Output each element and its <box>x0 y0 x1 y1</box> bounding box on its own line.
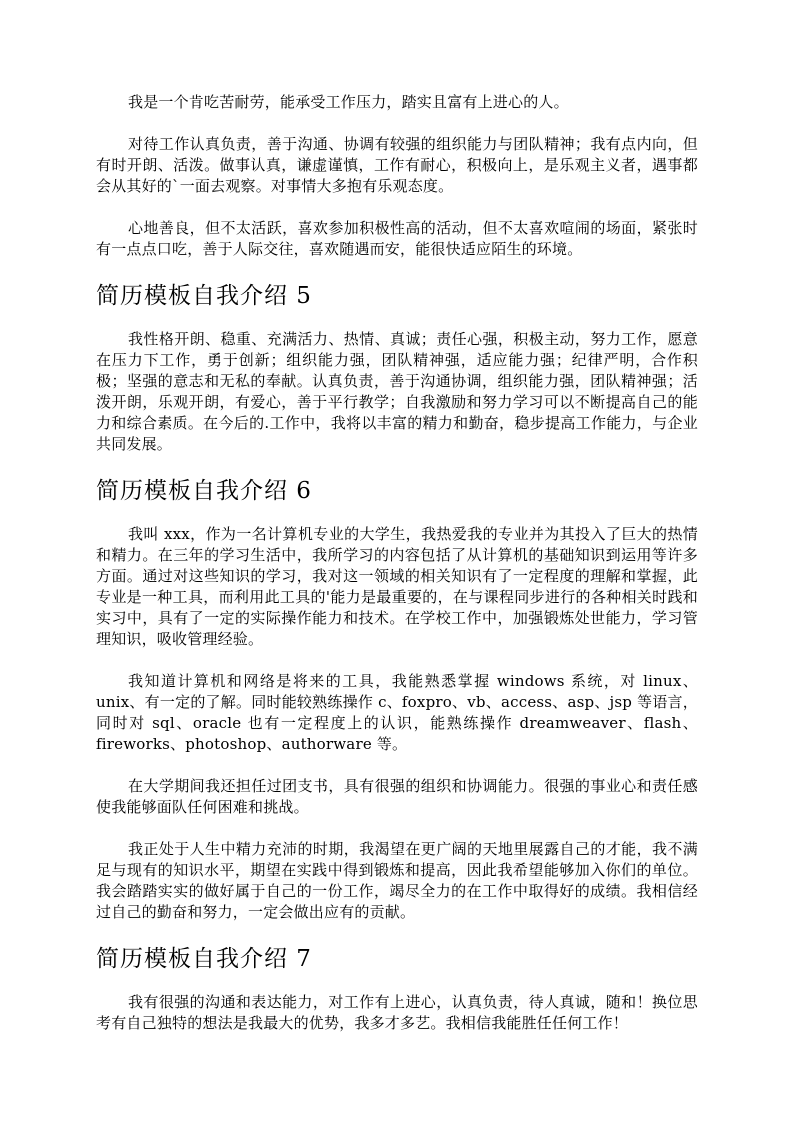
section-6-paragraph-3: 在大学期间我还担任过团支书，具有很强的组织和协调能力。很强的事业心和责任感使我能够面队任何困难和挑战。 <box>96 777 698 816</box>
section-6-paragraph-1: 我叫 xxx，作为一名计算机专业的大学生，我热爱我的专业并为其投入了巨大的热情和精力。在三年的学习生活中，我所学习的内容包括了从计算机的基础知识到运用等许多方面。通过对这些知识的学习，我对这一领域的相关知识有了一定程度的理解和掌握，此专业是一种工具，而利用此工具的'能力是最重要的，在与课程同步进行的各种相关时践和实习中，具有了一定的实际操作能力和技术。在学校工作中，加强锻炼处世能力，学习管理知识，吸收管理经验。 <box>96 525 698 648</box>
section-6-paragraph-4: 我正处于人生中精力充沛的时期，我渴望在更广阔的天地里展露自己的才能，我不满足与现有的知识水平，期望在实践中得到锻炼和提高，因此我希望能够加入你们的单位。我会踏踏实实的做好属于自己的一份工作，竭尽全力的在工作中取得好的成绩。我相信经过自己的勤奋和努力，一定会做出应有的贡献。 <box>96 840 698 921</box>
intro-paragraph-3: 心地善良，但不太活跃，喜欢参加积极性高的活动，但不太喜欢喧闹的场面，紧张时有一点点口吃，善于人际交往，喜欢随遇而安，能很快适应陌生的环境。 <box>96 219 698 258</box>
section-5-title: 简历模板自我介绍 5 <box>96 283 312 309</box>
section-7-title: 简历模板自我介绍 7 <box>96 946 312 972</box>
section-7-paragraph-1: 我有很强的沟通和表达能力，对工作有上进心，认真负责，待人真诚，随和！换位思考有自己独特的想法是我最大的优势，我多才多艺。我相信我能胜任任何工作！ <box>96 993 698 1032</box>
intro-paragraph-2: 对待工作认真负责，善于沟通、协调有较强的组织能力与团队精神；我有点内向，但有时开朗、活泼。做事认真，谦虚谨慎，工作有耐心，积极向上，是乐观主义者，遇事都会从其好的`一面去观察。对事情大多抱有乐观态度。 <box>96 135 698 195</box>
section-6-title: 简历模板自我介绍 6 <box>96 478 312 504</box>
section-5-paragraph-1: 我性格开朗、稳重、充满活力、热情、真诚；责任心强，积极主动，努力工作，愿意在压力下工作，勇于创新；组织能力强，团队精神强，适应能力强；纪律严明，合作积极；坚强的意志和无私的奉献。认真负责，善于沟通协调，组织能力强，团队精神强；活泼开朗，乐观开朗，有爱心，善于平行教学；自我激励和努力学习可以不断提高自己的能力和综合素质。在今后的.工作中，我将以丰富的精力和勤奋，稳步提高工作能力，与企业共同发展。 <box>96 330 698 453</box>
intro-paragraph-1: 我是一个肯吃苦耐劳，能承受工作压力，踏实且富有上进心的人。 <box>128 93 569 111</box>
section-6-paragraph-2: 我知道计算机和网络是将来的工具，我能熟悉掌握 windows 系统，对 linux、unix、有一定的了解。同时能较熟练操作 c、foxpro、vb、access、asp、jsp 等语言，同时对 sql、oracle 也有一定程度上的认识，能熟练操作 dreamweaver、flash、fireworks、photoshop、authorware 等。 <box>96 672 698 753</box>
document-page <box>96 92 698 1055</box>
